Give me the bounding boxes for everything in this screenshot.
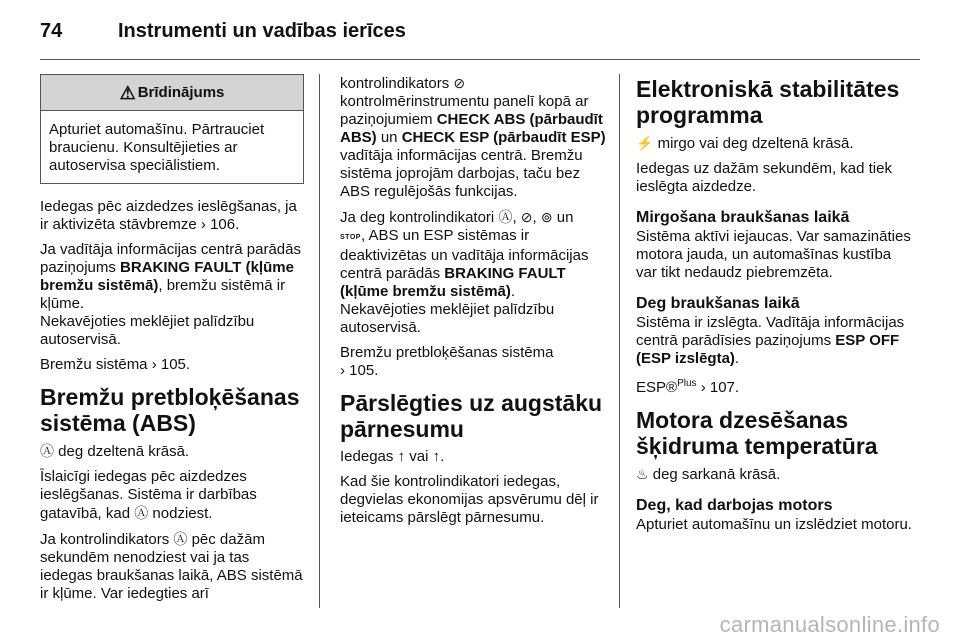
- esp-off-message: ESP OFF (ESP izslēgta): [636, 332, 900, 367]
- abs-paragraph-2: Īslaicīgi iedegas pēc aizdedzes ieslēgšanas. Sistēma ir darbības gatavībā, kad Ⓐ nodziest.: [40, 468, 257, 522]
- warning-header: [41, 75, 303, 111]
- brake-fault-icon: ⊚: [540, 209, 553, 225]
- abs-continued-paragraph: kontrolindikators ⊘ kontrolmērinstrumentu panelī kopā ar paziņojumiem CHECK ABS (pārbaudīt ABS) un CHECK ESP (pārbaudīt ESP) vadītāja informācijas centrā. Bremžu sistēma joprojām darbojas, taču bez ABS regulējošās funkcijas.: [340, 75, 606, 200]
- upshift-arrow-icon: ↑: [432, 448, 441, 465]
- abs-warning-icon: Ⓐ: [173, 531, 188, 547]
- upshift-arrow-icon: ↑: [397, 448, 406, 465]
- flashing-paragraph: Sistēma aktīvi iejaucas. Var samazināties motora jauda, un automašīnas kustība var tikt nedaudz piebremzēta.: [636, 228, 911, 281]
- header-rule: [40, 59, 920, 60]
- abs-paragraph-3: Ja kontrolindikators Ⓐ pēc dažām sekundēm nenodziest vai ja tas iedegas braukšanas laikā, ABS sistēmā ir kļūme. Var iedegties arī: [40, 531, 303, 602]
- engine-running-paragraph: Apturiet automašīnu un izslēdziet motoru.: [636, 516, 912, 533]
- column-1: [40, 74, 304, 610]
- watermark: carmanualsonline.info: [719, 612, 940, 637]
- lit-heading: Deg braukšanas laikā: [636, 295, 800, 312]
- upshift-heading: Pārslēgties uz augstāku pārnesumu: [340, 390, 603, 442]
- warning-box: [40, 74, 304, 184]
- esp-plus-ref: ESP®$^{Plus}$ › 107.: [636, 378, 740, 396]
- stop-icon: STOP: [340, 234, 361, 241]
- brake-fault-message: BRAKING FAULT (kļūme bremžu sistēmā): [40, 259, 294, 294]
- column-divider-2: [619, 74, 620, 608]
- esp-paragraph-1: ⚡ mirgo vai deg dzeltenā krāsā.: [636, 135, 854, 152]
- brake-system-icon: ⊘: [453, 75, 466, 91]
- lit-paragraph: Sistēma ir izslēgta. Vadītāja informācijas centrā parādīsies paziņojums ESP OFF (ESP izslēgta).: [636, 314, 905, 367]
- page-ref-arrow-icon: ›: [151, 356, 157, 373]
- page-ref-arrow-icon: ›: [200, 216, 206, 233]
- warning-triangle-icon: ⚠: [119, 82, 136, 103]
- coolant-temperature-icon: ♨: [636, 466, 649, 482]
- column-3: [636, 74, 916, 541]
- coolant-paragraph: ♨ deg sarkanā krāsā.: [636, 466, 781, 483]
- page-number: 74: [40, 20, 63, 42]
- page-header: [40, 20, 920, 44]
- column-2: [340, 74, 606, 534]
- upshift-paragraph-1: Iedegas ↑ vai ↑.: [340, 448, 445, 465]
- warning-text: Apturiet automašīnu. Pārtrauciet braucienu. Konsultējieties ar autoservisa speciālistiem.: [49, 121, 265, 174]
- brake-system-icon: ⊘: [520, 209, 533, 225]
- abs-warning-icon: Ⓐ: [40, 443, 54, 459]
- abs-heading: Bremžu pretbloķēšanas sistēma (ABS): [40, 384, 300, 436]
- column-divider-1: [319, 74, 320, 608]
- coolant-heading: Motora dzesēšanas šķidruma temperatūra: [636, 407, 878, 459]
- page-ref-arrow-icon: ›: [700, 379, 706, 396]
- engine-running-heading: Deg, kad darbojas motors: [636, 497, 833, 514]
- warning-title: Brīdinājums: [137, 83, 225, 101]
- brake-fault-message: BRAKING FAULT (kļūme bremžu sistēmā): [340, 265, 566, 300]
- page-ref: 106.: [210, 216, 240, 233]
- abs-warning-icon: Ⓐ: [498, 209, 513, 225]
- abs-ref: Bremžu pretbloķēšanas sistēma › 105.: [340, 344, 554, 379]
- brake-fault-paragraph: Ja vadītāja informācijas centrā parādās paziņojums BRAKING FAULT (kļūme bremžu sistēmā), bremžu sistēmā ir kļūme. Nekavējoties meklējiet palīdzību autoservisā.: [40, 241, 301, 348]
- chapter-title: Instrumenti un vadības ierīces: [118, 20, 406, 42]
- esp-skid-icon: ⚡: [636, 135, 654, 151]
- multi-indicator-paragraph: Ja deg kontrolindikatori Ⓐ, ⊘, ⊚ un STOP, ABS un ESP sistēmas ir deaktivizētas un vadītāja informācijas centrā parādās BRAKING FAULT (kļūme bremžu sistēmā). Nekavējoties meklējiet palīdzību autoservisā.: [340, 209, 589, 336]
- esp-heading: Elektroniskā stabilitātes programma: [636, 76, 900, 128]
- flashing-heading: Mirgošana braukšanas laikā: [636, 209, 850, 226]
- page-ref-arrow-icon: ›: [340, 362, 345, 379]
- check-esp-message: CHECK ESP (pārbaudīt ESP): [401, 129, 606, 146]
- parking-brake-paragraph: Iedegas pēc aizdedzes ieslēgšanas, ja ir aktivizēta stāvbremze › 106.: [40, 198, 297, 233]
- upshift-paragraph-2: Kad šie kontrolindikatori iedegas, degvielas ekonomijas apsvērumu dēļ ir ieteicams pārslēgt pārnesumu.: [340, 473, 599, 526]
- check-abs-message: CHECK ABS (pārbaudīt ABS): [340, 111, 603, 146]
- esp-paragraph-2: Iedegas uz dažām sekundēm, kad tiek ieslēgta aizdedze.: [636, 160, 892, 195]
- abs-warning-icon: Ⓐ: [134, 505, 149, 521]
- brake-system-ref: Bremžu sistēma › 105.: [40, 356, 191, 373]
- abs-paragraph-1: Ⓐ deg dzeltenā krāsā.: [40, 443, 190, 460]
